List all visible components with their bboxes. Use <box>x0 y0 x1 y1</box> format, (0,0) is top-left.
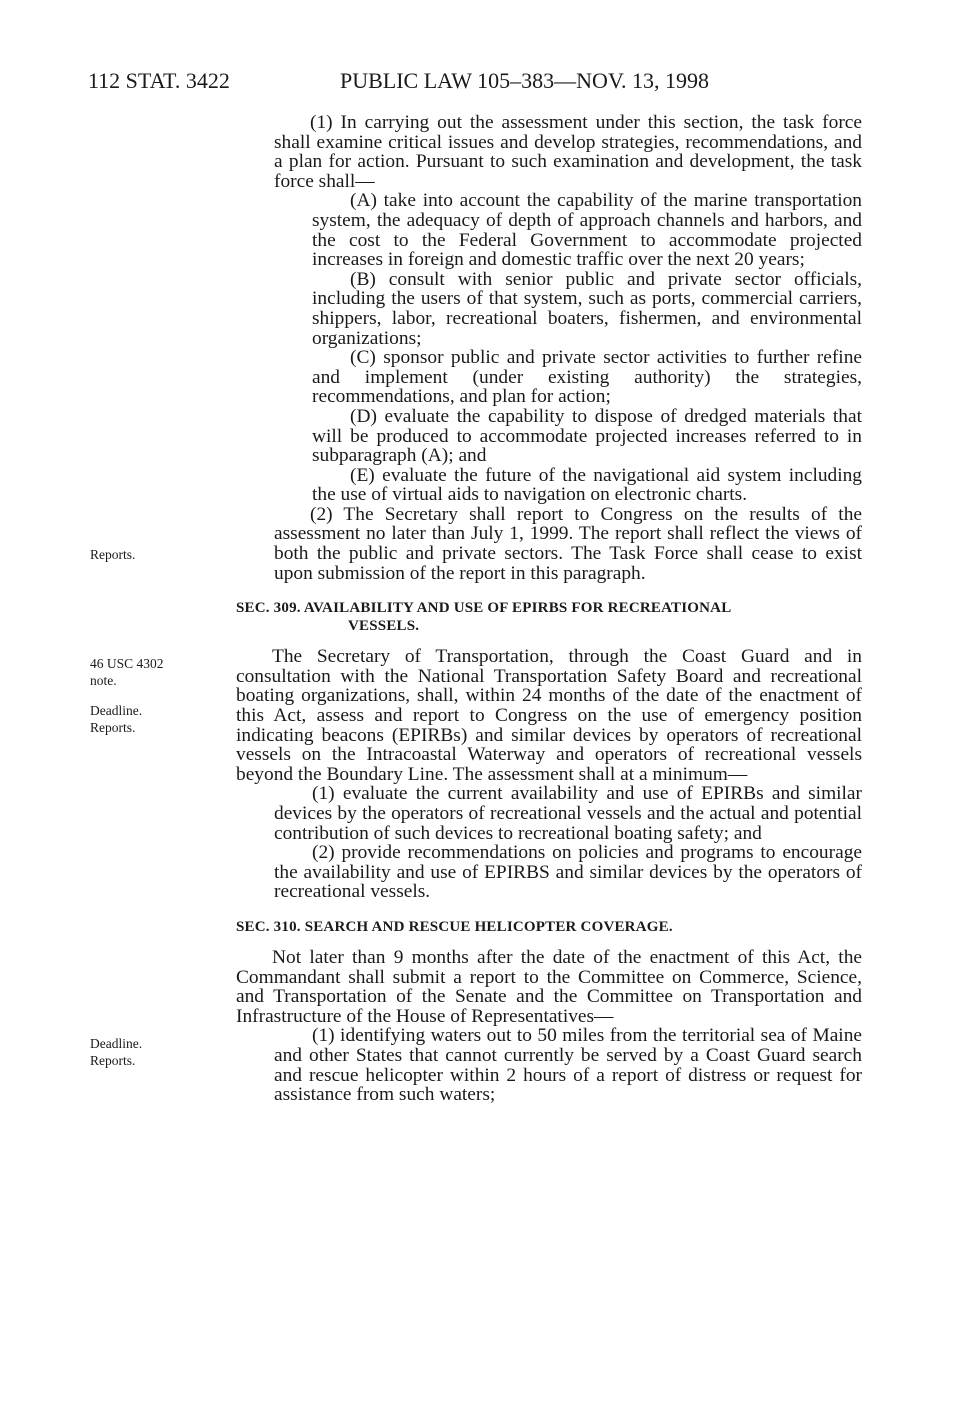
subparagraph-a: (A) take into account the capability of the marine transportation system, the adequacy of depth of approach channels and harbors, and the cost to the Federal Government to accommodate projected increases in foreign and domestic traffic over the next 20 years; <box>312 190 862 271</box>
paragraph-2: (2) The Secretary shall report to Congress on the results of the assessment no later than July 1, 1999. The report shall reflect the views of both the public and private sectors. The Task Force shall cease to exist upon submission of the report in this paragraph. <box>274 503 862 584</box>
margin-note-usc: 46 USC 4302 <box>90 656 164 671</box>
section-title: AVAILABILITY AND USE OF EPIRBS FOR RECREATIONAL <box>303 600 732 617</box>
section-309-body: The Secretary of Transportation, through the Coast Guard and in consultation with the National Transportation Safety Board and recreational boating organizations, shall, within 24 months of the date of the enactment of this Act, assess and report to Congress on the use of emergency position indicating beacons (EPIRBs) and similar devices by operators of recreational vessels on the Intracoastal Waterway and operators of recreational vessels beyond the Boundary Line. The assessment shall at a minimum— <box>236 646 862 785</box>
subparagraph-b: (B) consult with senior public and private sector officials, including the users of that system, such as ports, commercial carriers, shippers, labor, recreational boaters, fishermen, and environmental organizations; <box>312 268 862 349</box>
subparagraph-e: (E) evaluate the future of the navigational aid system including the use of virtual aids to navigation on electronic charts. <box>312 464 862 506</box>
margin-note-reports: Reports. <box>90 720 136 735</box>
section-309-heading <box>236 599 862 635</box>
section-title: SEARCH AND RESCUE HELICOPTER COVERAGE. <box>304 918 673 935</box>
section-309-item-2: (2) provide recommendations on policies and programs to encourage the availability and use of EPIRBS and similar devices by the operators of recreational vessels. <box>274 842 862 903</box>
section-number: SEC. 309. <box>236 600 301 617</box>
section-310-item-1: (1) identifying waters out to 50 miles from the territorial sea of Maine and other States that cannot currently be served by a Coast Guard search and rescue helicopter within 2 hours of a report of distress or request for assistance from such waters; <box>274 1025 862 1106</box>
margin-note-usc-note: note. <box>90 673 117 688</box>
section-309-item-1: (1) evaluate the current availability and use of EPIRBs and similar devices by the operators of recreational vessels and the actual and potential contribution of such devices to recreational boating safety; and <box>274 783 862 844</box>
public-law-title: PUBLIC LAW 105–383—NOV. 13, 1998 <box>340 68 709 93</box>
subparagraph-d: (D) evaluate the capability to dispose of dredged materials that will be produced to accommodate projected increases referred to in subparagraph (A); and <box>312 405 862 467</box>
margin-note-reports: Reports. <box>90 1053 136 1068</box>
paragraph-1: (1) In carrying out the assessment under this section, the task force shall examine critical issues and develop strategies, recommendations, and a plan for action. Pursuant to such examination and development, the task force shall— <box>274 112 862 192</box>
section-310-body: Not later than 9 months after the date of the enactment of this Act, the Commandant shall submit a report to the Committee on Commerce, Science, and Transportation of the Senate and the Committee on Transportation and Infrastructure of the House of Representatives— <box>236 946 862 1027</box>
page-header <box>88 68 868 98</box>
section-310-heading <box>236 918 862 936</box>
section-number: SEC. 310. <box>236 918 301 935</box>
section-title-continued: VESSELS. <box>348 618 420 635</box>
margin-note-deadline: Deadline. <box>90 703 143 718</box>
subparagraph-c: (C) sponsor public and private sector activities to further refine and implement (under existing authority) the strategies, recommendations, and plan for action; <box>312 347 862 408</box>
margin-note-deadline: Deadline. <box>90 1036 143 1051</box>
stat-citation: 112 STAT. 3422 <box>88 68 230 93</box>
margin-note-reports: Reports. <box>90 547 136 562</box>
document-body <box>236 113 862 1105</box>
